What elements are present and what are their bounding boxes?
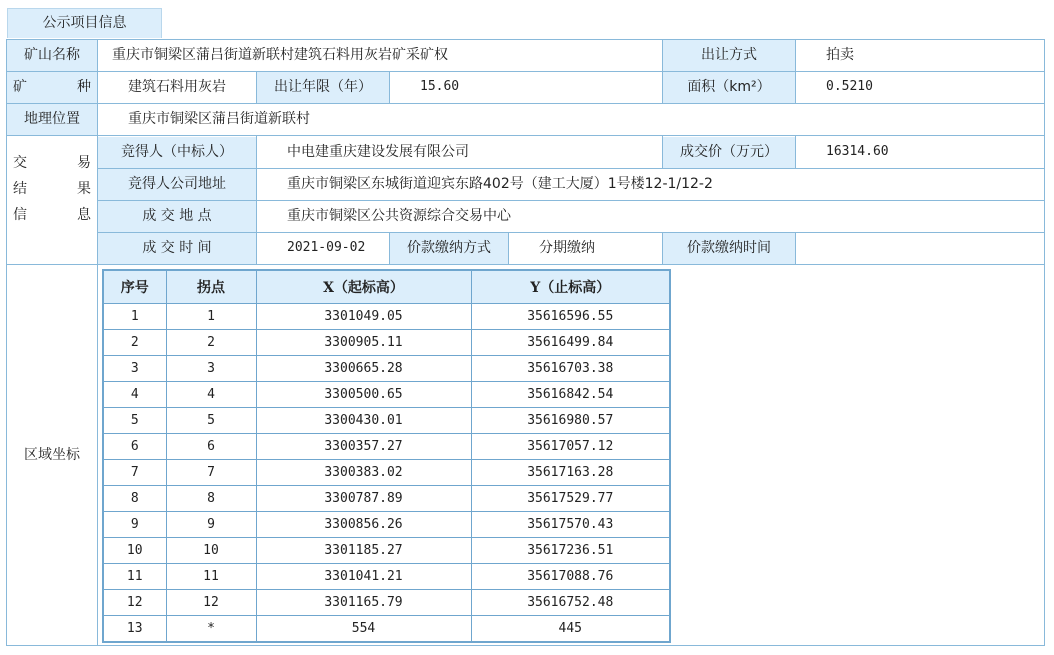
cell-y: 35617529.77 [471, 486, 670, 512]
cell-x: 3300500.65 [256, 382, 471, 408]
section-label-char: 息 [77, 207, 91, 223]
cell-seq: 8 [103, 486, 166, 512]
grid-line [389, 71, 390, 103]
table-row [103, 356, 670, 382]
cell-y: 35616703.38 [471, 356, 670, 382]
cell-seq: 2 [103, 330, 166, 356]
bidder-label: 竞得人（中标人） [98, 137, 256, 168]
grid-line [7, 103, 1044, 104]
grid-line [508, 232, 509, 264]
grid-line [98, 232, 1044, 233]
section-label-char: 结 [13, 181, 27, 197]
cell-y: 35617236.51 [471, 538, 670, 564]
mine-name-label: 矿山名称 [7, 40, 97, 71]
price-value: 16314.60 [796, 137, 1044, 168]
section-label-char: 果 [77, 181, 91, 197]
cell-vertex: 8 [166, 486, 256, 512]
cell-vertex: 4 [166, 382, 256, 408]
col-header-y: Y（止标高） [471, 270, 670, 304]
cell-y: 35616842.54 [471, 382, 670, 408]
area-value: 0.5210 [796, 72, 1044, 103]
section-label-row [7, 176, 97, 202]
cell-x: 3300357.27 [256, 434, 471, 460]
transfer-method-value: 拍卖 [796, 40, 1044, 71]
grid-line [256, 135, 257, 264]
cell-y: 35617570.43 [471, 512, 670, 538]
table-row [103, 304, 670, 330]
mineral-label-part1: 矿 [13, 79, 27, 95]
grid-line [7, 71, 1044, 72]
address-label: 竞得人公司地址 [98, 169, 256, 200]
cell-vertex: 11 [166, 564, 256, 590]
section-label-char: 易 [77, 155, 91, 171]
cell-y: 35616980.57 [471, 408, 670, 434]
location-value: 重庆市铜梁区蒲吕街道新联村 [98, 104, 1044, 135]
grid-line [1044, 39, 1045, 646]
mineral-type-value: 建筑石料用灰岩 [98, 72, 256, 103]
cell-seq: 9 [103, 512, 166, 538]
table-row [103, 460, 670, 486]
mineral-label-part2: 种 [77, 79, 91, 95]
cell-seq: 4 [103, 382, 166, 408]
cell-x: 3301049.05 [256, 304, 471, 330]
col-header-seq: 序号 [103, 270, 166, 304]
cell-vertex: 7 [166, 460, 256, 486]
cell-vertex: 6 [166, 434, 256, 460]
cell-vertex: 1 [166, 304, 256, 330]
col-header-vertex: 拐点 [166, 270, 256, 304]
mine-name-value: 重庆市铜梁区蒲吕街道新联村建筑石料用灰岩矿采矿权 [98, 40, 662, 71]
payment-method-value: 分期缴纳 [509, 233, 662, 264]
grid-line [389, 232, 390, 264]
cell-x: 3300665.28 [256, 356, 471, 382]
table-row [103, 330, 670, 356]
place-value: 重庆市铜梁区公共资源综合交易中心 [257, 201, 1044, 232]
cell-vertex: 9 [166, 512, 256, 538]
coordinate-table-body [103, 304, 670, 643]
cell-x: 3300383.02 [256, 460, 471, 486]
grid-line [7, 39, 1044, 40]
table-row [103, 408, 670, 434]
region-coords-label: 区域坐标 [24, 447, 80, 463]
grid-line [662, 135, 663, 168]
mineral-type-label [7, 72, 97, 103]
grid-line [6, 39, 7, 646]
section-label-row [7, 150, 97, 176]
section-label-row [7, 202, 97, 228]
cell-vertex: 2 [166, 330, 256, 356]
coordinate-table [102, 269, 671, 643]
table-row [103, 538, 670, 564]
table-row [103, 590, 670, 616]
grid-line [7, 645, 1044, 646]
payment-time-label: 价款缴纳时间 [663, 233, 795, 264]
table-row [103, 512, 670, 538]
cell-vertex: 5 [166, 408, 256, 434]
cell-seq: 5 [103, 408, 166, 434]
cell-vertex: 10 [166, 538, 256, 564]
transaction-result-section-label [7, 141, 97, 263]
price-label: 成交价（万元） [663, 137, 795, 168]
cell-y: 35617163.28 [471, 460, 670, 486]
table-row [103, 382, 670, 408]
cell-x: 3300787.89 [256, 486, 471, 512]
section-label-char: 信 [13, 207, 27, 223]
cell-y: 35617088.76 [471, 564, 670, 590]
section-label-char: 交 [13, 155, 27, 171]
grid-line [98, 168, 1044, 169]
cell-x: 3301041.21 [256, 564, 471, 590]
cell-x: 3300856.26 [256, 512, 471, 538]
cell-vertex: * [166, 616, 256, 643]
grid-line [795, 39, 796, 103]
grid-line [97, 39, 98, 646]
cell-seq: 3 [103, 356, 166, 382]
table-row [103, 616, 670, 643]
grid-line [662, 232, 663, 264]
grid-line [795, 135, 796, 168]
grid-line [7, 264, 1044, 265]
time-label: 成 交 时 间 [98, 233, 256, 264]
grid-line [98, 200, 1044, 201]
table-row [103, 486, 670, 512]
tab-public-project-info[interactable]: 公示项目信息 [7, 8, 162, 38]
cell-y: 35616752.48 [471, 590, 670, 616]
cell-seq: 13 [103, 616, 166, 643]
area-label: 面积（km²） [663, 72, 795, 103]
cell-seq: 12 [103, 590, 166, 616]
transfer-years-label: 出让年限（年） [257, 72, 389, 103]
cell-x: 3301185.27 [256, 538, 471, 564]
cell-x: 554 [256, 616, 471, 643]
coordinate-table-header-row [103, 270, 670, 304]
col-header-x: X（起标高） [256, 270, 471, 304]
transfer-method-label: 出让方式 [663, 40, 795, 71]
payment-time-value [796, 233, 1044, 264]
cell-seq: 10 [103, 538, 166, 564]
cell-x: 3301165.79 [256, 590, 471, 616]
cell-vertex: 3 [166, 356, 256, 382]
cell-y: 35617057.12 [471, 434, 670, 460]
cell-y: 445 [471, 616, 670, 643]
transfer-years-value: 15.60 [390, 72, 662, 103]
table-row [103, 564, 670, 590]
cell-seq: 1 [103, 304, 166, 330]
cell-vertex: 12 [166, 590, 256, 616]
table-row [103, 434, 670, 460]
grid-line [662, 39, 663, 103]
place-label: 成 交 地 点 [98, 201, 256, 232]
grid-line [256, 71, 257, 103]
bidder-value: 中电建重庆建设发展有限公司 [257, 137, 662, 168]
cell-y: 35616596.55 [471, 304, 670, 330]
time-value: 2021-09-02 [257, 233, 389, 264]
cell-x: 3300430.01 [256, 408, 471, 434]
address-value: 重庆市铜梁区东城街道迎宾东路402号（建工大厦）1号楼12-1/12-2 [257, 169, 1044, 200]
payment-method-label: 价款缴纳方式 [390, 233, 508, 264]
cell-x: 3300905.11 [256, 330, 471, 356]
cell-seq: 6 [103, 434, 166, 460]
cell-y: 35616499.84 [471, 330, 670, 356]
location-label: 地理位置 [7, 104, 97, 135]
cell-seq: 7 [103, 460, 166, 486]
cell-seq: 11 [103, 564, 166, 590]
grid-line [795, 232, 796, 264]
grid-line [7, 135, 1044, 136]
